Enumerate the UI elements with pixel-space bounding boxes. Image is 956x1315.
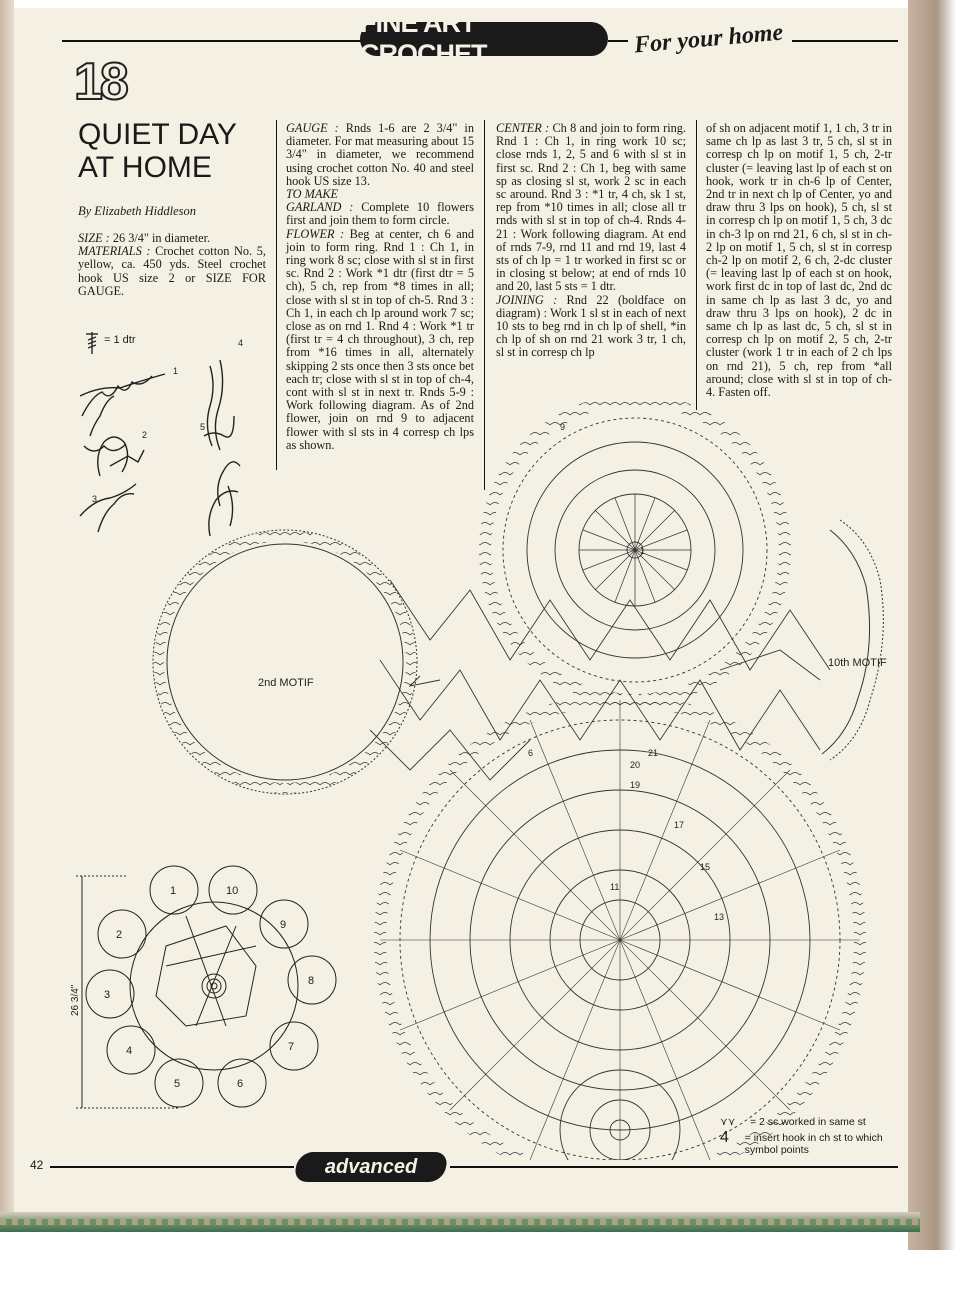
joining-continued-text: of sh on adjacent motif 1, 1 ch, 3 tr in same ch lp as last 3 tr, 5 ch, sl st in corresp ch lp on motif 1, 5 ch, 2-tr cluster (= leaving last lp of each st on hook, work tr in ch-6 lp of Center, 2nd tr in next ch lp of Center, yo and draw thru 3 lps on hook), 5 ch, sl st in corresp ch lp on motif 1, 5 ch, 3 dc in ch-3 lp on rnd 21, 6 ch, sl st in ch-2 lp on motif 1, 5 ch, sl st in corresp ch-2 lp on motif 2, 6 ch, 2-dc cluster (= leaving last lp of each st on hook, work first dc in top of last dc, 2nd dc in same ch lp as last 3 dc, yo and draw thru 3 lps on hook), 2 dc in same ch lp as last dc, 5 ch, sl st in corresp ch lp on motif 2, 5 ch, 2-tr cluster (work 1 tr in each of 2 ch lps on rnd 21), 5 ch, rep from *all around; close with sl st in top of ch-4. Fasten off. — [706, 121, 892, 400]
layout-number-10: 10 — [226, 885, 239, 897]
layout-number-9: 9 — [280, 919, 287, 931]
layout-number-7: 7 — [288, 1041, 295, 1053]
layout-center-circle — [130, 902, 298, 1070]
layout-number-6: 6 — [237, 1078, 244, 1090]
layout-number-8: 8 — [308, 975, 315, 987]
garland-label: GARLAND : — [286, 200, 354, 215]
header-rule-right — [792, 40, 898, 42]
layout-number-5: 5 — [174, 1078, 181, 1090]
banner-text: FINE ART CROCHET — [360, 8, 487, 69]
layout-number-2: 2 — [116, 929, 123, 941]
layout-number-3: 3 — [104, 989, 111, 1001]
gauge-label: GAUGE : — [286, 121, 339, 135]
round-label-6: 6 — [528, 748, 534, 758]
materials-label: MATERIALS : — [78, 244, 151, 259]
step-4-label: 4 — [238, 338, 244, 348]
round-label-13: 13 — [714, 912, 725, 922]
layout-number-1: 1 — [170, 885, 177, 897]
gauge-text: Rnds 1-6 are 2 3/4" in diameter. For mat measuring about 15 3/4" in diameter, we recommend using crochet cotton No. 40 and steel hook US size 13. — [286, 121, 474, 188]
center-label: CENTER : — [496, 121, 550, 135]
header-rule-left — [62, 40, 362, 42]
flower-text: Beg at center, ch 6 and join to form ring. Rnd 1 : Ch 1, in ring work 8 sc; close with sl st in first sc. Rnd 2 : Work *1 dtr (first dtr = 5 ch), 5 ch, rep from *8 times in all; close with sl st in top of ch-5. Rnd 3 : Ch 1, in each ch lp around work 7 sc; close as on rnd 1. Rnd 4 : Work *1 tr (first tr = 4 ch throughout), 3 ch, rep from *16 times in all, alternately skipping 2 sts once then 3 sts once bet each tr; close with sl st in top of ch-4, cont with sl st in next tr. Rnds 5-9 : Work following diagram. As of 2nd flower, join on rnd 9 to adjacent flower with sl sts in 4 corresp ch lps as shown. — [286, 226, 474, 452]
page-number: 42 — [30, 1158, 44, 1172]
round-label-11: 11 — [610, 882, 620, 892]
column-4 — [706, 122, 892, 399]
page-spine-shadow — [0, 0, 14, 1230]
header-rule-mid — [608, 40, 628, 42]
legend-row-insert — [720, 1129, 900, 1156]
legend-text-2sc: = 2 sc worked in same st — [750, 1116, 866, 1128]
pattern-number: 18 — [74, 53, 126, 111]
binding-stripes — [0, 1219, 920, 1225]
legend-text-insert: = insert hook in ch st to which symbol points — [744, 1132, 883, 1156]
step-1-label: 1 — [173, 366, 179, 376]
joining-continued-paragraph — [706, 122, 892, 399]
second-motif-label: 2nd MOTIF — [258, 677, 314, 689]
round-label-21: 21 — [648, 748, 659, 758]
legend-row-2sc — [720, 1116, 900, 1128]
round-label-20: 20 — [630, 760, 641, 770]
top-flower-motif — [485, 400, 785, 700]
materials-paragraph — [78, 245, 266, 298]
step-2-label: 2 — [142, 430, 148, 440]
tenth-motif-edge — [822, 520, 883, 760]
round-label-15: 15 — [700, 862, 711, 872]
center-motif — [380, 700, 860, 1160]
page-stack-edge — [908, 0, 956, 1250]
second-motif-drawing — [153, 530, 417, 794]
layout-dimension-label: 26 3/4" — [70, 984, 81, 1016]
difficulty-text: advanced — [324, 1155, 418, 1178]
column-3 — [496, 122, 686, 360]
footer-rule-right — [450, 1166, 898, 1168]
column-divider-3 — [696, 120, 697, 410]
center-paragraph — [496, 122, 686, 294]
size-label: SIZE : — [78, 231, 110, 245]
joining-text: Rnd 22 (boldface on diagram) : Work 1 sl st in each of next 10 sts to beg rnd in ch lp of shell, *in ch lp of sh on rnd 21 work 3 tr, 1 ch, sl st in corresp ch lp — [496, 292, 686, 360]
step-5-label: 5 — [200, 422, 206, 432]
joining-paragraph — [496, 294, 686, 360]
size-text: 26 3/4" in diameter. — [109, 231, 211, 245]
joining-label: JOINING : — [496, 292, 558, 307]
gauge-paragraph — [286, 122, 474, 188]
tenth-motif-label: 10th MOTIF — [828, 657, 887, 669]
symbol-legend — [720, 1116, 900, 1156]
section-banner — [360, 8, 608, 69]
header-tagline: For your home — [633, 19, 785, 59]
pattern-byline: By Elizabeth Hiddleson — [78, 204, 197, 218]
round-label-17: 17 — [674, 820, 685, 830]
garland-paragraph — [286, 201, 474, 227]
round-label-1: 1 — [640, 546, 646, 556]
pattern-title: QUIET DAY AT HOME — [78, 118, 237, 184]
difficulty-badge — [293, 1152, 449, 1182]
layout-number-4: 4 — [126, 1045, 133, 1057]
two-sc-icon: ⋎⋎ — [720, 1116, 736, 1128]
motif-layout-diagram — [66, 856, 356, 1116]
column-1 — [78, 232, 266, 298]
to-make-label: TO MAKE — [286, 187, 339, 202]
round-label-9: 9 — [560, 422, 566, 432]
step-3-label: 3 — [92, 494, 98, 504]
materials-text: Crochet cotton No. 5, yellow, ca. 450 yds. Steel crochet hook US size 2 or SIZE FOR GAUGE. — [78, 244, 266, 298]
insert-hook-icon: 4 — [720, 1129, 729, 1146]
round-label-19: 19 — [630, 780, 641, 790]
garland-text: Complete 10 flowers first and join them to form circle. — [286, 200, 474, 228]
dtr-key-label: = 1 dtr — [104, 334, 136, 346]
center-text: Ch 8 and join to form ring. Rnd 1 : Ch 1, in ring work 10 sc; close rnds 1, 2, 5 and 6 with sl st in first sc. Rnd 2 : Ch 1, beg with same sp as closing sl st, work 2 sc in each sc around. Rnd 3 : *1 tr, 4 ch, sk 1 st, rep from *10 times in all; close all tr rnds with sl st in top of ch-4. Rnds 4-21 : Work following diagram. At end of rnds 7-9, rnd 11 and rnd 19, last 4 sts of ch lp = 1 tr worked in first sc or in closing st below; at end of rnds 10 and 20, last 5 sts = 1 dtr. — [496, 121, 686, 294]
flower-label: FLOWER : — [286, 226, 345, 241]
footer-rule-left — [50, 1166, 294, 1168]
